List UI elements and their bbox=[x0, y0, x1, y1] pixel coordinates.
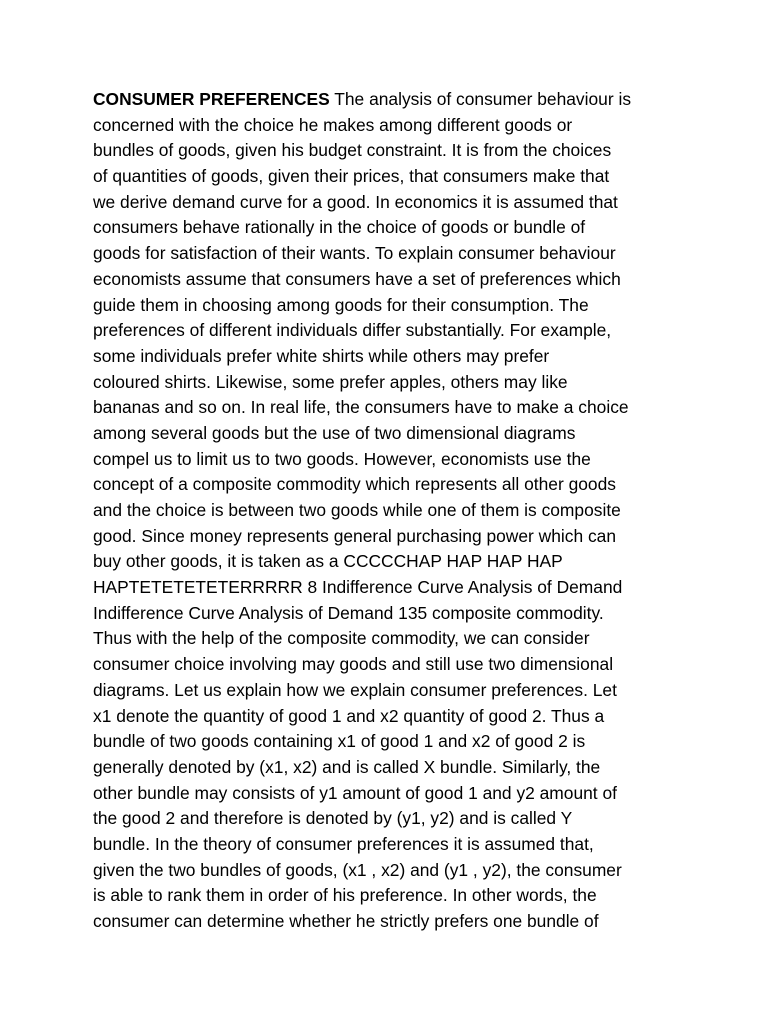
text-line: Indifference Curve Analysis of Demand 135 composite commodity. bbox=[93, 602, 604, 623]
heading-line-text: The analysis of consumer behaviour is bbox=[329, 89, 632, 109]
text-line: other bundle may consists of y1 amount of good 1 and y2 amount of bbox=[93, 782, 617, 803]
text-line: bundles of goods, given his budget constraint. It is from the choices bbox=[93, 140, 612, 161]
text-line: some individuals prefer white shirts while others may prefer bbox=[93, 345, 550, 366]
text-line: among several goods but the use of two dimensional diagrams bbox=[93, 422, 576, 443]
text-line: compel us to limit us to two goods. However, economists use the bbox=[93, 448, 591, 469]
text-line: HAPTETETETETERRRRR 8 Indifference Curve Analysis of Demand bbox=[93, 577, 623, 598]
text-line: is able to rank them in order of his preference. In other words, the bbox=[93, 885, 597, 906]
text-line-1 bbox=[93, 87, 683, 113]
text-line: of quantities of goods, given their prices, that consumers make that bbox=[93, 166, 610, 187]
text-line: the good 2 and therefore is denoted by (y1, y2) and is called Y bbox=[93, 808, 573, 829]
text-line: concerned with the choice he makes among different goods or bbox=[93, 114, 573, 135]
text-line: concept of a composite commodity which represents all other goods bbox=[93, 474, 616, 495]
text-line: consumers behave rationally in the choice of goods or bundle of bbox=[93, 217, 586, 238]
text-line: guide them in choosing among goods for their consumption. The bbox=[93, 294, 589, 315]
body-text bbox=[93, 87, 683, 935]
text-line: given the two bundles of goods, (x1 , x2) and (y1 , y2), the consumer bbox=[93, 859, 622, 880]
text-line: consumer choice involving may goods and still use two dimensional bbox=[93, 654, 614, 675]
text-line: bundle. In the theory of consumer preferences it is assumed that, bbox=[93, 833, 594, 854]
text-line: bundle of two goods containing x1 of good 1 and x2 of good 2 is bbox=[93, 731, 586, 752]
text-line: consumer can determine whether he strictly prefers one bundle of bbox=[93, 911, 599, 931]
text-line: goods for satisfaction of their wants. To explain consumer behaviour bbox=[93, 243, 616, 264]
text-line: preferences of different individuals differ substantially. For example, bbox=[93, 320, 612, 341]
section-heading: CONSUMER PREFERENCES bbox=[93, 89, 330, 109]
text-line: coloured shirts. Likewise, some prefer apples, others may like bbox=[93, 371, 568, 392]
text-line: diagrams. Let us explain how we explain consumer preferences. Let bbox=[93, 679, 617, 700]
text-line: economists assume that consumers have a set of preferences which bbox=[93, 268, 621, 289]
text-line: x1 denote the quantity of good 1 and x2 quantity of good 2. Thus a bbox=[93, 705, 605, 726]
text-line: buy other goods, it is taken as a CCCCCHAP HAP HAP HAP bbox=[93, 551, 563, 572]
text-line: generally denoted by (x1, x2) and is called X bundle. Similarly, the bbox=[93, 756, 601, 777]
text-line: and the choice is between two goods while one of them is composite bbox=[93, 500, 621, 520]
text-line: bananas and so on. In real life, the consumers have to make a choice bbox=[93, 397, 629, 418]
text-line: we derive demand curve for a good. In economics it is assumed that bbox=[93, 191, 618, 212]
text-line: Thus with the help of the composite commodity, we can consider bbox=[93, 628, 590, 649]
text-line: good. Since money represents general purchasing power which can bbox=[93, 525, 616, 546]
